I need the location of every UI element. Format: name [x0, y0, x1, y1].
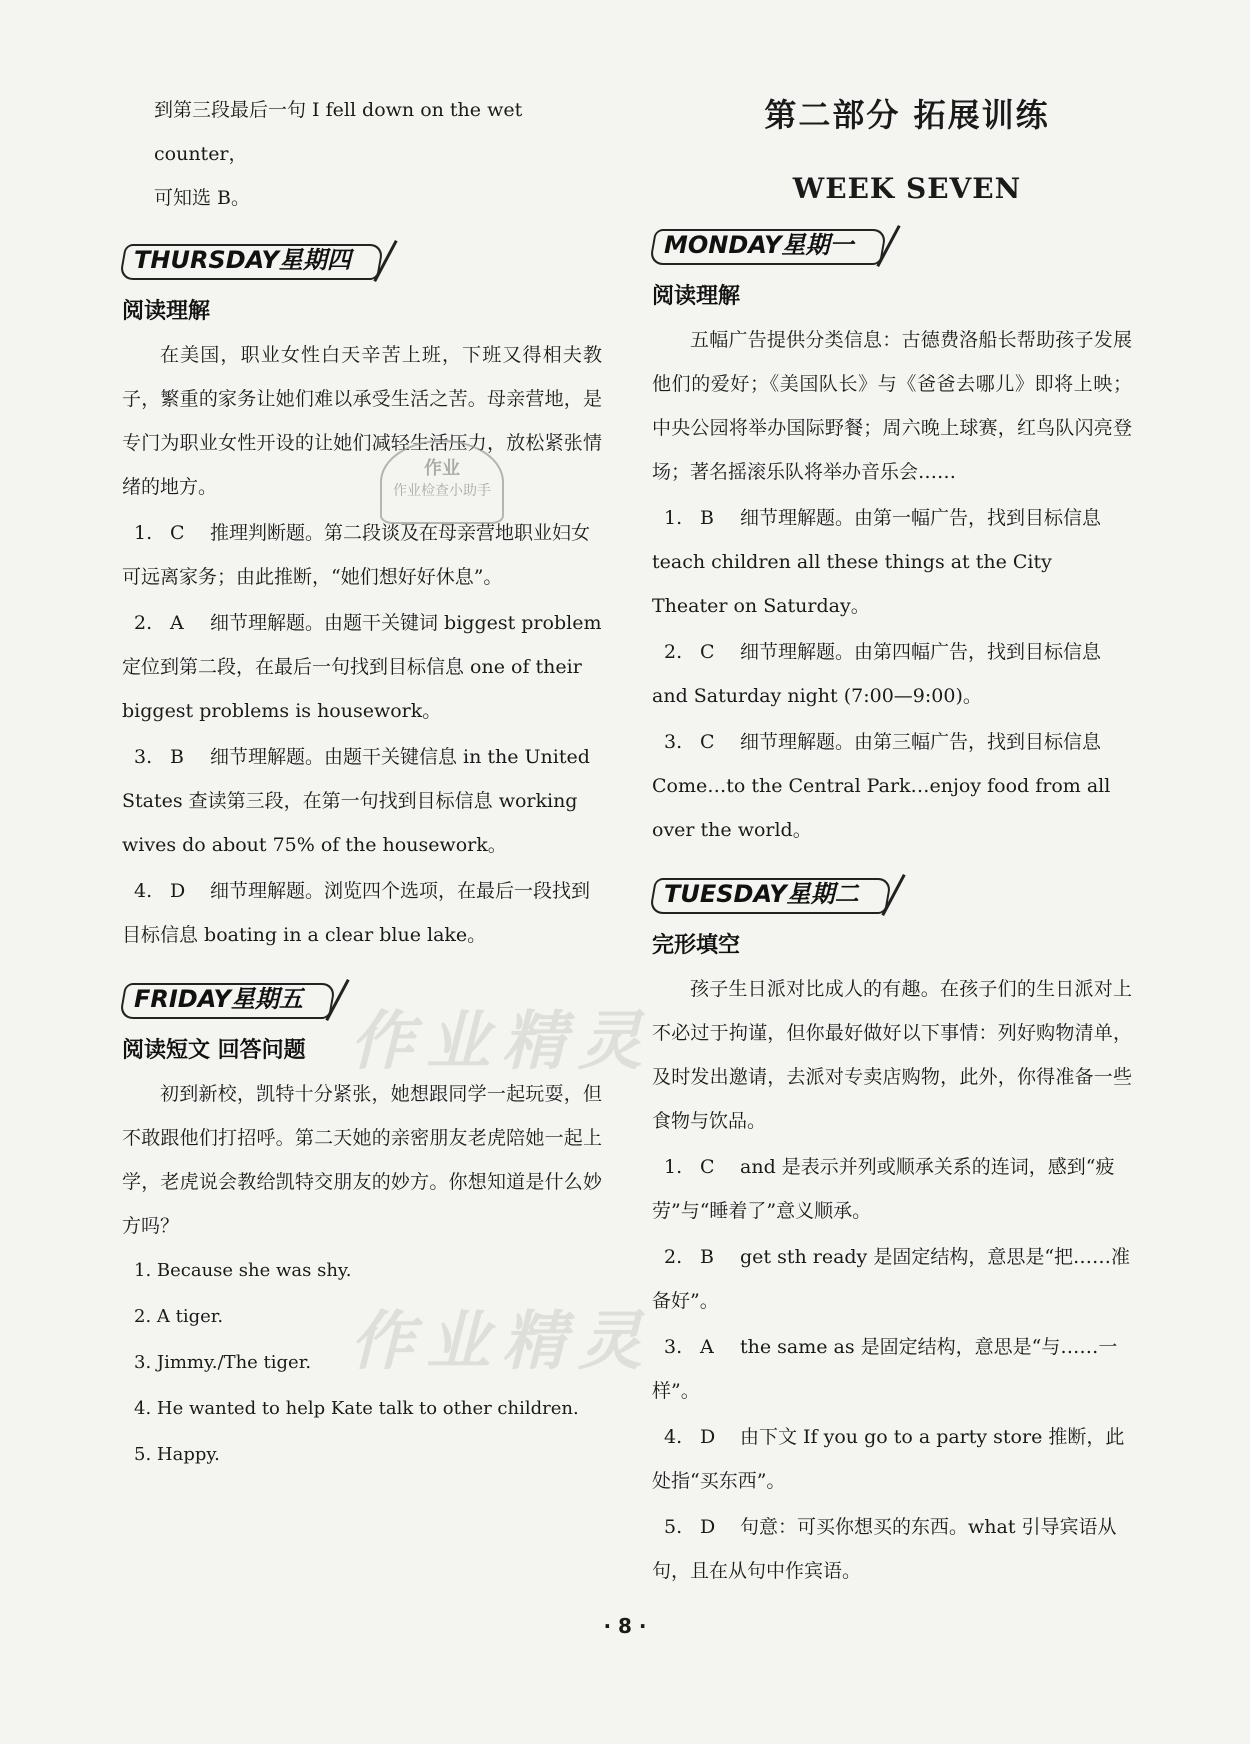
answer-number: 2. — [134, 612, 153, 634]
continuation-line-1: 到第三段最后一句 I fell down on the wet counter， — [154, 99, 523, 165]
tuesday-answer-3 — [652, 1325, 1132, 1413]
thursday-answer-3 — [122, 735, 602, 867]
thursday-label-en: THURSDAY — [134, 246, 279, 274]
answer-letter: A — [170, 612, 184, 634]
answer-explanation: 细节理解题。由题干关键词 biggest problem 定位到第二段，在最后一句找到目标信息 one of their biggest problems is housework。 — [122, 612, 602, 722]
stamp-bottom-text: 作业检查小助手 — [393, 483, 491, 499]
thursday-section-title: 阅读理解 — [122, 299, 211, 324]
thursday-summary: 在美国，职业女性白天辛苦上班，下班又得相夫教子，繁重的家务让她们难以承受生活之苦。母亲营地，是专门为职业女性开设的让她们减轻生活压力，放松紧张情绪的地方。 — [122, 344, 602, 498]
stamp-top-text: 作业 — [424, 458, 460, 479]
tuesday-answer-2 — [652, 1235, 1132, 1323]
header-slash — [876, 225, 900, 267]
answer-number: 2. — [664, 641, 683, 663]
part-title: 第二部分 拓展训练 — [764, 96, 1050, 134]
left-column — [122, 0, 602, 1478]
friday-label-en: FRIDAY — [134, 985, 231, 1013]
tuesday-answer-4 — [652, 1415, 1132, 1503]
answer-number: 2. — [664, 1246, 683, 1268]
thursday-label-cn: 星期四 — [278, 246, 351, 274]
answer-letter: C — [700, 1156, 715, 1178]
answer-number: 1. — [134, 522, 153, 544]
answer-number: 5. — [664, 1516, 683, 1538]
friday-answer-2: 2. A tiger. — [134, 1306, 224, 1327]
tuesday-answer-1 — [652, 1145, 1132, 1233]
answer-letter: B — [700, 507, 714, 529]
answer-letter: B — [170, 746, 184, 768]
answer-explanation: and 是表示并列或顺承关系的连词，感到“疲劳”与“睡着了”意义顺承。 — [652, 1156, 1115, 1222]
monday-label-en: MONDAY — [664, 231, 782, 259]
answer-explanation: 细节理解题。由第四幅广告，找到目标信息 and Saturday night (7:00—9:00)。 — [652, 641, 1102, 707]
answer-number: 1. — [664, 1156, 683, 1178]
watermark-text: 作业精灵 — [350, 1305, 654, 1379]
watermark-text: 作业精灵 — [350, 1005, 654, 1079]
answer-explanation: 细节理解题。由题干关键信息 in the United States 查读第三段，在第一句找到目标信息 working wives do about 75% of the housework。 — [122, 746, 590, 856]
tuesday-label-cn: 星期二 — [786, 880, 859, 908]
friday-answer-5: 5. Happy. — [134, 1444, 220, 1465]
answer-letter: C — [700, 731, 715, 753]
thursday-header — [122, 240, 381, 280]
answer-explanation: 推理判断题。第二段谈及在母亲营地职业妇女可远离家务；由此推断，“她们想好好休息”。 — [122, 522, 591, 588]
friday-header — [122, 979, 333, 1019]
friday-answer-4: 4. He wanted to help Kate talk to other children. — [134, 1398, 579, 1419]
tuesday-label-en: TUESDAY — [664, 880, 787, 908]
answer-letter: A — [700, 1336, 714, 1358]
answer-number: 3. — [664, 1336, 683, 1358]
monday-header — [652, 225, 884, 265]
answer-letter: B — [700, 1246, 714, 1268]
friday-label-cn: 星期五 — [230, 985, 303, 1013]
monday-answer-1 — [652, 496, 1132, 628]
answer-number: 4. — [664, 1426, 683, 1448]
answer-explanation: 细节理解题。由第一幅广告，找到目标信息 teach children all these things at the City Theater on Saturday。 — [652, 507, 1102, 617]
answer-explanation: 句意：可买你想买的东西。what 引导宾语从句，且在从句中作宾语。 — [652, 1516, 1117, 1582]
tuesday-answer-5 — [652, 1505, 1132, 1593]
header-slash — [881, 874, 905, 916]
thursday-answer-2 — [122, 601, 602, 733]
monday-answer-2 — [652, 630, 1132, 718]
answer-explanation: the same as 是固定结构，意思是“与……一样”。 — [652, 1336, 1118, 1402]
monday-label-cn: 星期一 — [781, 231, 854, 259]
tuesday-summary: 孩子生日派对比成人的有趣。在孩子们的生日派对上不必过于拘谨，但你最好做好以下事情：列好购物清单，及时发出邀请，去派对专卖店购物，此外，你得准备一些食物与饮品。 — [652, 978, 1132, 1132]
tuesday-section-title: 完形填空 — [652, 933, 741, 958]
thursday-answer-1 — [122, 511, 602, 599]
page-number: · 8 · — [603, 1614, 647, 1638]
answer-explanation: 细节理解题。浏览四个选项，在最后一段找到目标信息 boating in a clear blue lake。 — [122, 880, 591, 946]
right-column — [652, 0, 1132, 1595]
answer-number: 1. — [664, 507, 683, 529]
friday-answer-3: 3. Jimmy./The tiger. — [134, 1352, 312, 1373]
answer-explanation: 由下文 If you go to a party store 推断，此处指“买东西”。 — [652, 1426, 1125, 1492]
homework-stamp — [380, 440, 504, 524]
continuation-line-2: 可知选 B。 — [154, 187, 251, 209]
header-slash — [373, 240, 397, 282]
answer-explanation: get sth ready 是固定结构，意思是“把……准备好”。 — [652, 1246, 1131, 1312]
friday-summary: 初到新校，凯特十分紧张，她想跟同学一起玩耍，但不敢跟他们打招呼。第二天她的亲密朋友老虎陪她一起上学，老虎说会教给凯特交朋友的妙方。你想知道是什么妙方吗？ — [122, 1083, 602, 1237]
answer-letter: C — [700, 641, 715, 663]
answer-letter: C — [170, 522, 185, 544]
friday-answer-1: 1. Because she was shy. — [134, 1260, 352, 1281]
answer-number: 3. — [134, 746, 153, 768]
answer-number: 4. — [134, 880, 153, 902]
answer-letter: D — [170, 880, 186, 902]
friday-section-title: 阅读短文 回答问题 — [122, 1038, 306, 1063]
monday-answer-3 — [652, 720, 1132, 852]
answer-letter: D — [700, 1426, 716, 1448]
monday-summary: 五幅广告提供分类信息：古德费洛船长帮助孩子发展他们的爱好；《美国队长》与《爸爸去哪儿》即将上映；中央公园将举办国际野餐；周六晚上球赛，红鸟队闪亮登场；著名摇滚乐队将举办音乐会…… — [652, 329, 1132, 483]
monday-section-title: 阅读理解 — [652, 284, 741, 309]
header-slash — [325, 979, 349, 1021]
answer-letter: D — [700, 1516, 716, 1538]
week-title: WEEK SEVEN — [792, 172, 1022, 205]
tuesday-header — [652, 874, 889, 914]
answer-explanation: 细节理解题。由第三幅广告，找到目标信息 Come…to the Central Park…enjoy food from all over the world。 — [652, 731, 1111, 841]
thursday-answer-4 — [122, 869, 602, 957]
answer-number: 3. — [664, 731, 683, 753]
